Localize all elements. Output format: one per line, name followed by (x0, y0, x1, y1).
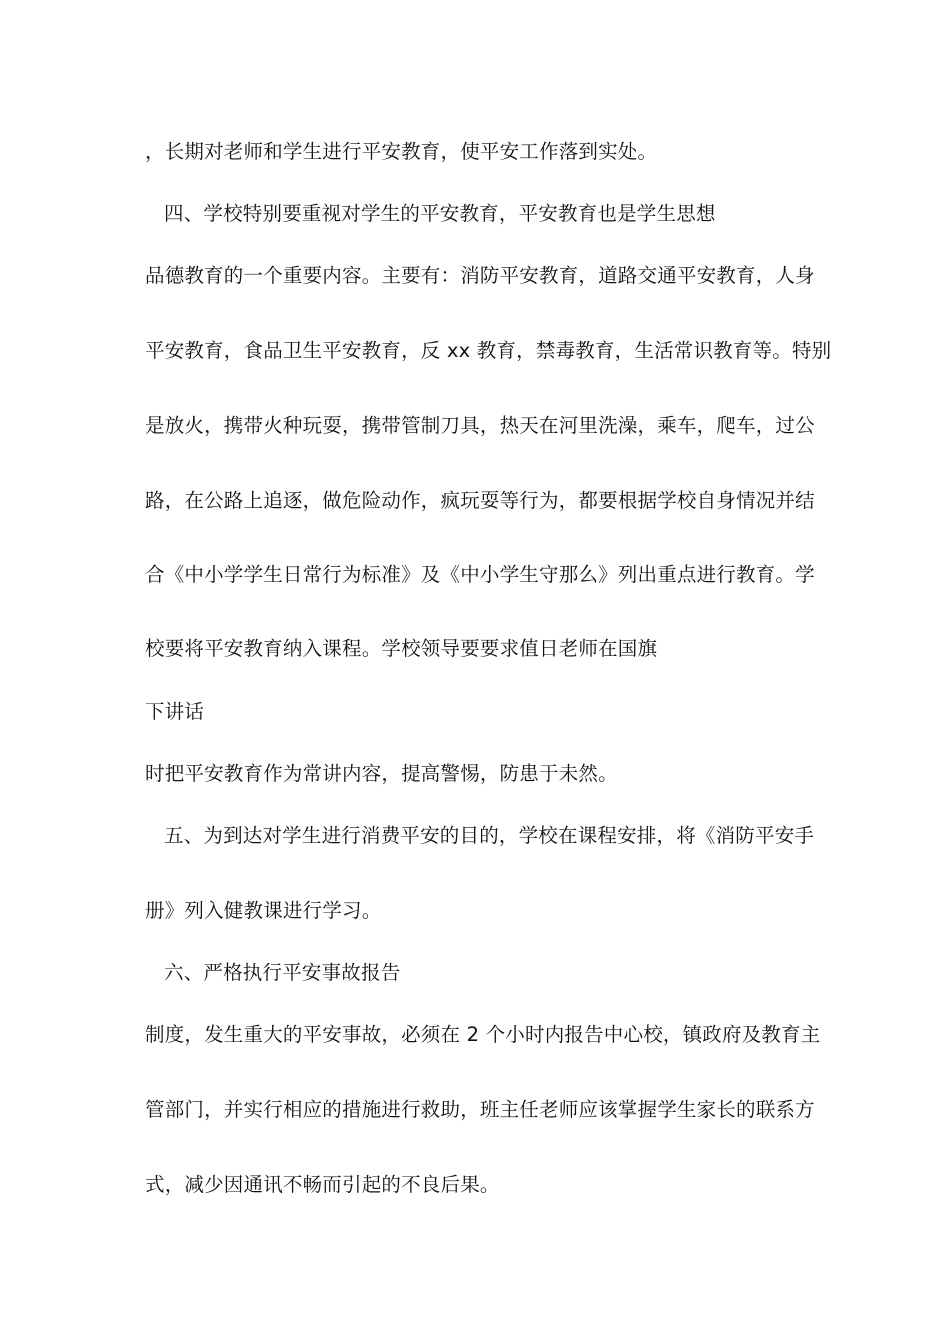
text-line-4: 平安教育，食品卫生平安教育，反 xx 教育，禁毒教育，生活常识教育等。特别 (145, 339, 832, 362)
text-line-6: 路，在公路上追逐，做危险动作，疯玩耍等行为，都要根据学校自身情况并结 (145, 489, 815, 512)
text-line-9: 下讲话 (145, 700, 205, 723)
text-line-16: 式，减少因通讯不畅而引起的不良后果。 (145, 1173, 500, 1196)
text-line-7: 合《中小学学生日常行为标准》及《中小学生守那么》列出重点进行教育。学 (145, 563, 815, 586)
section-five-heading-line: 五、为到达对学生进行消费平安的目的，学校在课程安排，将《消防平安手 (164, 824, 815, 847)
text-line-14: 制度，发生重大的平安事故，必须在 2 个小时内报告中心校，镇政府及教育主 (145, 1023, 821, 1046)
text-line-12: 册》列入健教课进行学习。 (145, 899, 382, 922)
section-four-heading-line: 四、学校特别要重视对学生的平安教育，平安教育也是学生思想 (164, 202, 716, 225)
text-line-1: ，长期对老师和学生进行平安教育，使平安工作落到实处。 (145, 140, 658, 163)
text-line-10: 时把平安教育作为常讲内容，提高警惕，防患于未然。 (145, 762, 618, 785)
text-line-3: 品德教育的一个重要内容。主要有：消防平安教育，道路交通平安教育，人身 (145, 264, 815, 287)
text-line-8: 校要将平安教育纳入课程。学校领导要要求值日老师在国旗 (145, 637, 658, 660)
section-six-heading-line: 六、严格执行平安事故报告 (164, 961, 401, 984)
text-line-5: 是放火，携带火种玩耍，携带管制刀具，热天在河里洗澡，乘车，爬车，过公 (145, 414, 815, 437)
text-line-15: 管部门，并实行相应的措施进行救助，班主任老师应该掌握学生家长的联系方 (145, 1098, 815, 1121)
